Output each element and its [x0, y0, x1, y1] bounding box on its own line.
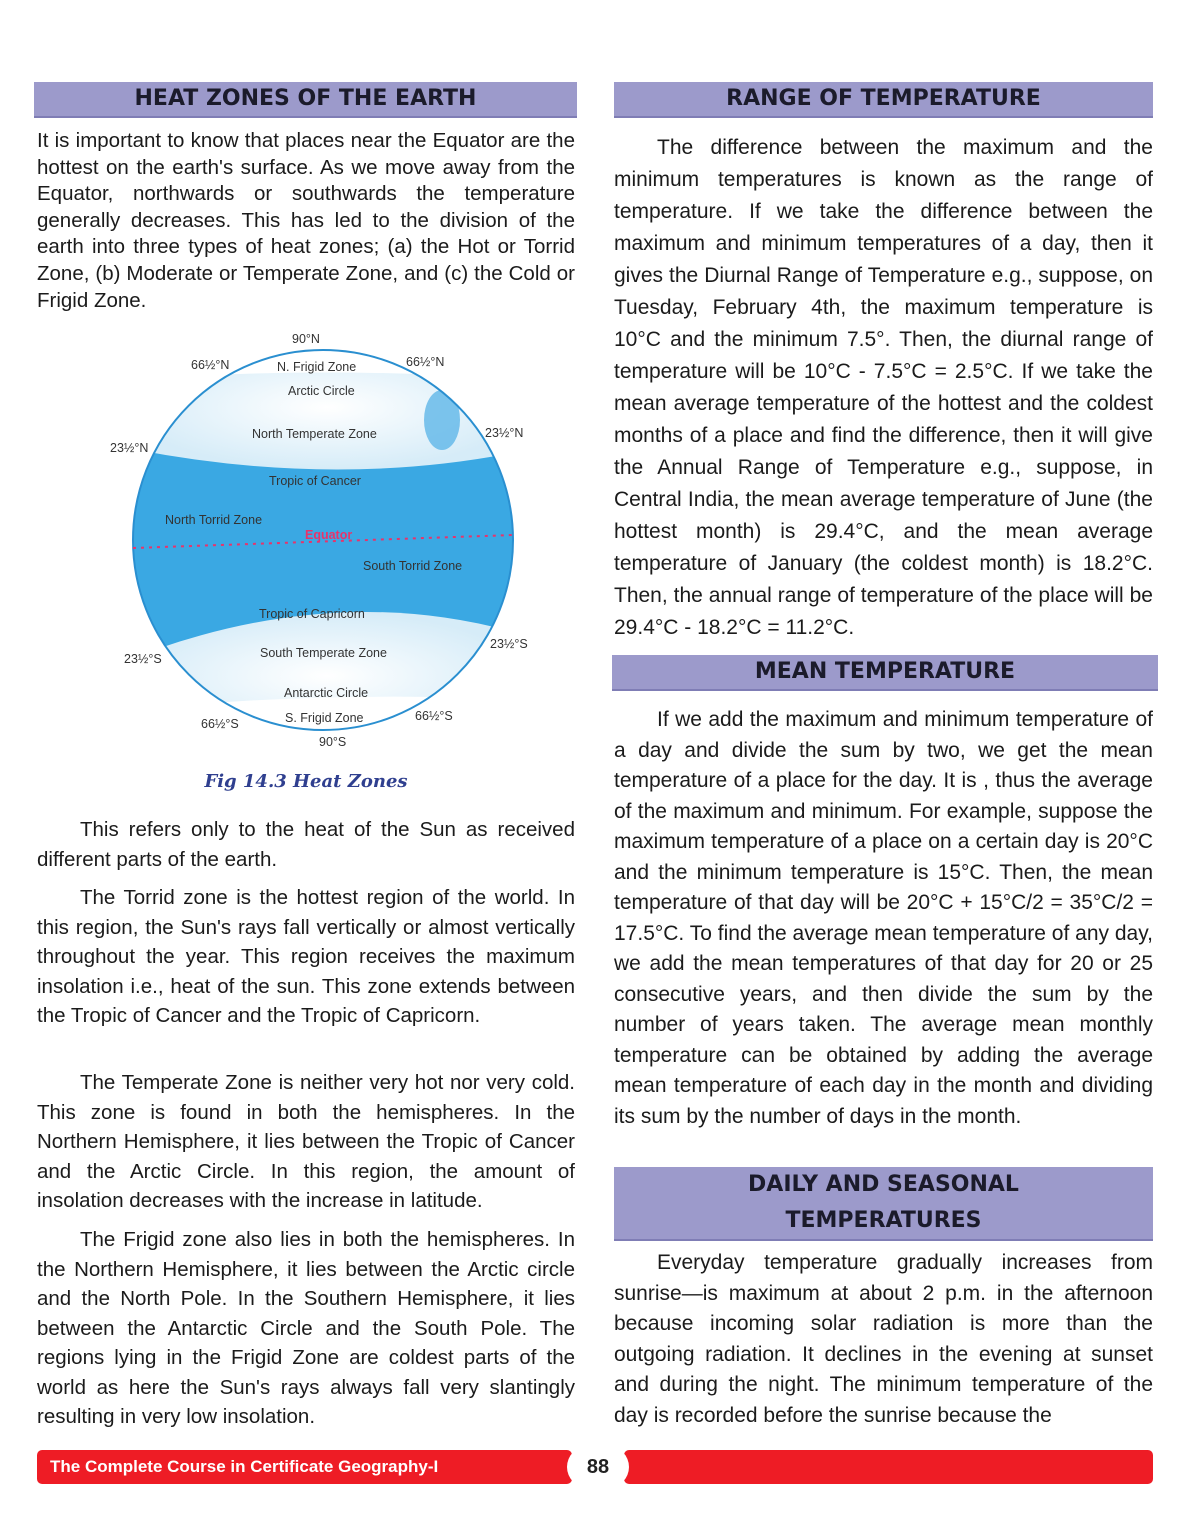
intro-paragraph: It is important to know that places near the Equator are the hottest on the earth's surface. As we move away from the Equator, northwards or southwards the temperature generally decreases. This has led to the division of the earth into three types of heat zones; (a) the Hot or Torrid Zone, (b) Moderate or Temperate Zone, and (c) the Cold or Frigid Zone.	[37, 129, 575, 312]
label-south-temperate-zone: South Temperate Zone	[260, 646, 387, 660]
label-s-frigid-zone: S. Frigid Zone	[285, 711, 364, 725]
heading-daily-seasonal-temperatures	[614, 1167, 1153, 1241]
label-n-frigid-zone: N. Frigid Zone	[277, 360, 357, 374]
heat-zones-diagram	[37, 330, 577, 760]
label-90n: 90°N	[292, 332, 320, 346]
heading-heat-zones: HEAT ZONES OF THE EARTH	[34, 82, 577, 118]
heading-range-of-temperature: RANGE OF TEMPERATURE	[614, 82, 1153, 118]
footer-book-title: The Complete Course in Certificate Geography-I	[37, 1450, 572, 1484]
label-23n-right: 23½°N	[485, 426, 524, 440]
label-23s-right: 23½°S	[490, 637, 528, 651]
label-tropic-of-cancer: Tropic of Cancer	[269, 474, 361, 488]
daily-paragraph: Everyday temperature gradually increases from sunrise—is maximum at about 2 p.m. in the afternoon because incoming solar radiation is more than the outgoing radiation. It declines in the evening at sunset and during the night. The minimum temperature of the day is recorded before the sunrise because the	[614, 1251, 1153, 1427]
label-90s: 90°S	[319, 735, 347, 749]
footer-bar-right	[624, 1450, 1153, 1484]
page-footer	[37, 1450, 1153, 1484]
paragraph: The Temperate Zone is neither very hot nor very cold. This zone is found in both the hemispheres. In the Northern Hemisphere, it lies between the Tropic of Cancer and the Arctic Circle. In this region, the amount of insolation decreases with the increase in latitude.	[37, 1071, 575, 1212]
label-arctic-circle: Arctic Circle	[288, 384, 355, 398]
heading-mean-temperature: MEAN TEMPERATURE	[612, 655, 1158, 691]
label-66s-right: 66½°S	[415, 709, 453, 723]
heading-line-2: TEMPERATURES	[785, 1208, 982, 1233]
label-equator: Equator	[305, 528, 353, 542]
heading-line-1: DAILY AND SEASONAL	[748, 1172, 1019, 1197]
label-north-torrid-zone: North Torrid Zone	[165, 513, 263, 527]
paragraph: The Torrid zone is the hottest region of the world. In this region, the Sun's rays fall vertically or almost vertically throughout the year. This region receives the maximum insolation i.e., heat of the sun. This zone extends between the Tropic of Cancer and the Tropic of Capricorn.	[37, 886, 575, 1027]
label-66n-left: 66½°N	[191, 358, 230, 372]
figure-caption: Fig 14.3 Heat Zones	[204, 771, 408, 792]
paragraph: This refers only to the heat of the Sun as received different parts of the earth.	[37, 818, 575, 871]
label-tropic-of-capricorn: Tropic of Capricorn	[259, 607, 365, 621]
mean-paragraph: If we add the maximum and minimum temperature of a day and divide the sum by two, we get the mean temperature of a place for the day. It is , thus the average of the maximum and minimum. For example, suppose the maximum temperature of a place on a certain day is 20°C and the minimum temperature is 15°C. Then, the mean temperature of that day will be 20°C + 15°C/2 = 35°C/2 = 17.5°C. To find the average mean temperature of any day, we add the mean temperatures of that day for 20 or 25 consecutive years, and then divide the sum by the number of years taken. The average mean monthly temperature can be obtained by adding the average mean temperature of each day in the month and dividing its sum by the number of days in the month.	[614, 708, 1153, 1128]
label-66n-right: 66½°N	[406, 355, 445, 369]
label-south-torrid-zone: South Torrid Zone	[363, 559, 463, 573]
label-66s-left: 66½°S	[201, 717, 239, 731]
label-antarctic-circle: Antarctic Circle	[284, 686, 369, 700]
paragraph: The Frigid zone also lies in both the hemispheres. In the Northern Hemisphere, it lies between the Arctic circle and the North Pole. In the Southern Hemisphere, it lies between the Antarctic Circle and the South Pole. The regions lying in the Frigid Zone are coldest parts of the world as here the Sun's rays always fall very slantingly resulting in very low insolation.	[37, 1228, 575, 1428]
label-23n-left: 23½°N	[110, 441, 149, 455]
range-paragraph: The difference between the maximum and the minimum temperatures is known as the range of temperature. If we take the difference between the maximum and minimum temperatures of a day, then it gives the Diurnal Range of Temperature e.g., suppose, on Tuesday, February 4th, the maximum temperature is 10°C and the minimum 7.5°. Then, the diurnal range of temperature will be 10°C - 7.5°C = 2.5°C. If we take the mean average temperature of the hottest and the coldest months of a place and find the difference, then it will give the Annual Range of Temperature e.g., suppose, in Central India, the mean average temperature of June (the hottest month) is 29.4°C, and the mean average temperature of January (the coldest month) is 18.2°C. Then, the annual range of temperature of the place will be 29.4°C - 18.2°C = 11.2°C.	[614, 136, 1153, 639]
label-north-temperate-zone: North Temperate Zone	[252, 427, 377, 441]
page-number: 88	[567, 1446, 629, 1488]
label-23s-left: 23½°S	[124, 652, 162, 666]
